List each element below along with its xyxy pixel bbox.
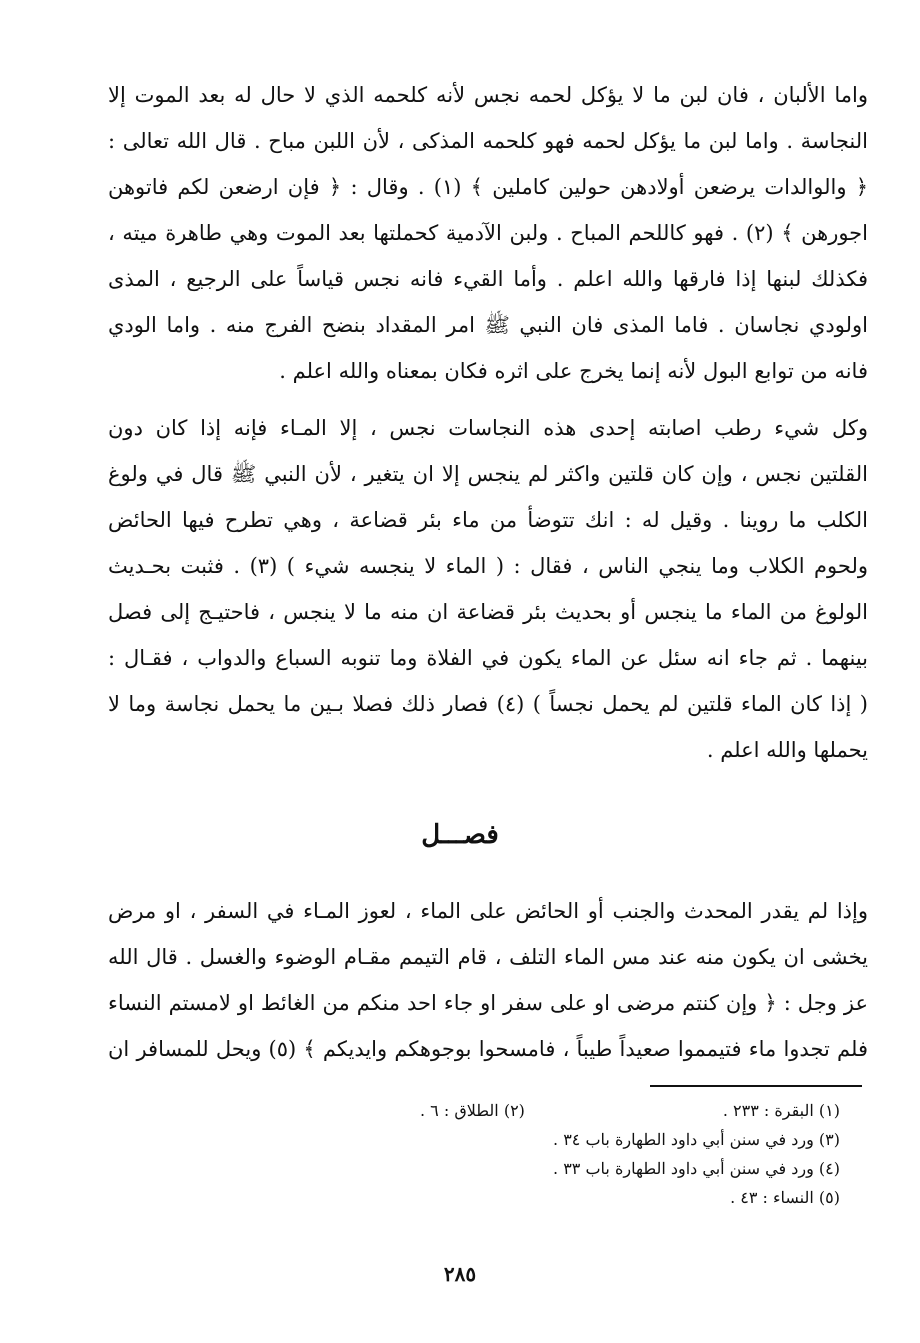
footnote-4: (٤) ورد في سنن أبي داود الطهارة باب ٣٣ . xyxy=(553,1159,840,1178)
paragraph-tayammum xyxy=(108,888,868,1072)
text-line: يخشى ان يكون منه عند مس الماء التلف ، قام التيمم مقـام الوضوء والغسل . قال الله xyxy=(108,945,868,969)
text-line: فكذلك لبنها إذا فارقها والله اعلم . وأما القيء فانه نجس قياساً على الرجيع ، المذى xyxy=(108,267,868,291)
text-line: النجاسة . واما لبن ما يؤكل لحمه فهو كلحمه المذكى ، لأن اللبن مباح . قال الله تعالى : xyxy=(108,129,868,153)
section-heading xyxy=(0,820,920,850)
section-heading-text: فصـــل xyxy=(421,820,499,850)
footnote-3: (٣) ورد في سنن أبي داود الطهارة باب ٣٤ . xyxy=(553,1130,840,1149)
text-line: اجورهن ﴾ (٢) . فهو كاللحم المباح . ولبن الآدمية كحملتها بعد الموت وهي طاهرة ميته ، xyxy=(108,221,868,245)
text-line: فلم تجدوا ماء فتيمموا صعيداً طيباً ، فامسحوا بوجوهكم وايديكم ﴾ (٥) ويحل للمسافر ان xyxy=(108,1037,868,1061)
paragraph-milk-and-impurities xyxy=(108,72,868,394)
text-line: اولودي نجاسان . فاما المذى فان النبي ﷺ امر المقداد بنضح الفرج منه . واما الودي xyxy=(108,313,868,337)
page-number: ٢٨٥ xyxy=(443,1262,477,1286)
text-line: عز وجل : ﴿ وإن كنتم مرضى او على سفر او جاء احد منكم من الغائط او لامستم النساء xyxy=(108,991,868,1015)
text-line: وكل شيء رطب اصابته إحدى هذه النجاسات نجس ، إلا المـاء فإنه إذا كان دون xyxy=(108,416,868,440)
text-line: الولوغ من الماء ما ينجس أو بحديث بئر قضاعة ان منه ما لا ينجس ، فاحتيـج إلى فصل xyxy=(108,600,868,624)
text-line: ( إذا كان الماء قلتين لم يحمل نجساً ) (٤) فصار ذلك فصلا بـين ما يحمل نجاسة وما لا xyxy=(108,692,868,716)
text-line: فانه من توابع البول لأنه إنما يخرج على اثره فكان بمعناه والله اعلم . xyxy=(279,359,868,383)
footnotes xyxy=(360,1096,840,1212)
paragraph-water-two-qullas xyxy=(108,405,868,773)
footnote-5: (٥) النساء : ٤٣ . xyxy=(730,1188,840,1207)
footnote-separator xyxy=(650,1085,862,1087)
text-line: يحملها والله اعلم . xyxy=(706,738,868,762)
text-line: وإذا لم يقدر المحدث والجنب أو الحائض على الماء ، لعوز المـاء في السفر ، او مرض xyxy=(108,899,868,923)
text-line: الكلب ما روينا . وقيل له : انك تتوضأ من ماء بئر قضاعة ، وهي تطرح فيها الحائض xyxy=(108,508,868,532)
footnote-2: (٢) الطلاق : ٦ . xyxy=(420,1101,525,1120)
text-line: بينهما . ثم جاء انه سئل عن الماء يكون في الفلاة وما تنوبه السباع والدواب ، فقـال : xyxy=(108,646,868,670)
footnote-row xyxy=(420,1096,840,1125)
text-line: القلتين نجس ، وإن كان قلتين واكثر لم ينجس إلا ان يتغير ، لأن النبي ﷺ قال في ولوغ xyxy=(108,462,868,486)
text-line: واما الألبان ، فان لبن ما لا يؤكل لحمه نجس لأنه كلحمه الذي لا حال له بعد الموت إلا xyxy=(108,83,868,107)
text-line: ولحوم الكلاب وما ينجي الناس ، فقال : ( الماء لا ينجسه شيء ) (٣) . فثبت بحـديث xyxy=(108,554,868,578)
footnote-1: (١) البقرة : ٢٣٣ . xyxy=(722,1101,840,1120)
text-line: ﴿ والوالدات يرضعن أولادهن حولين كاملين ﴾ (١) . وقال : ﴿ فإن ارضعن لكم فاتوهن xyxy=(108,175,868,199)
